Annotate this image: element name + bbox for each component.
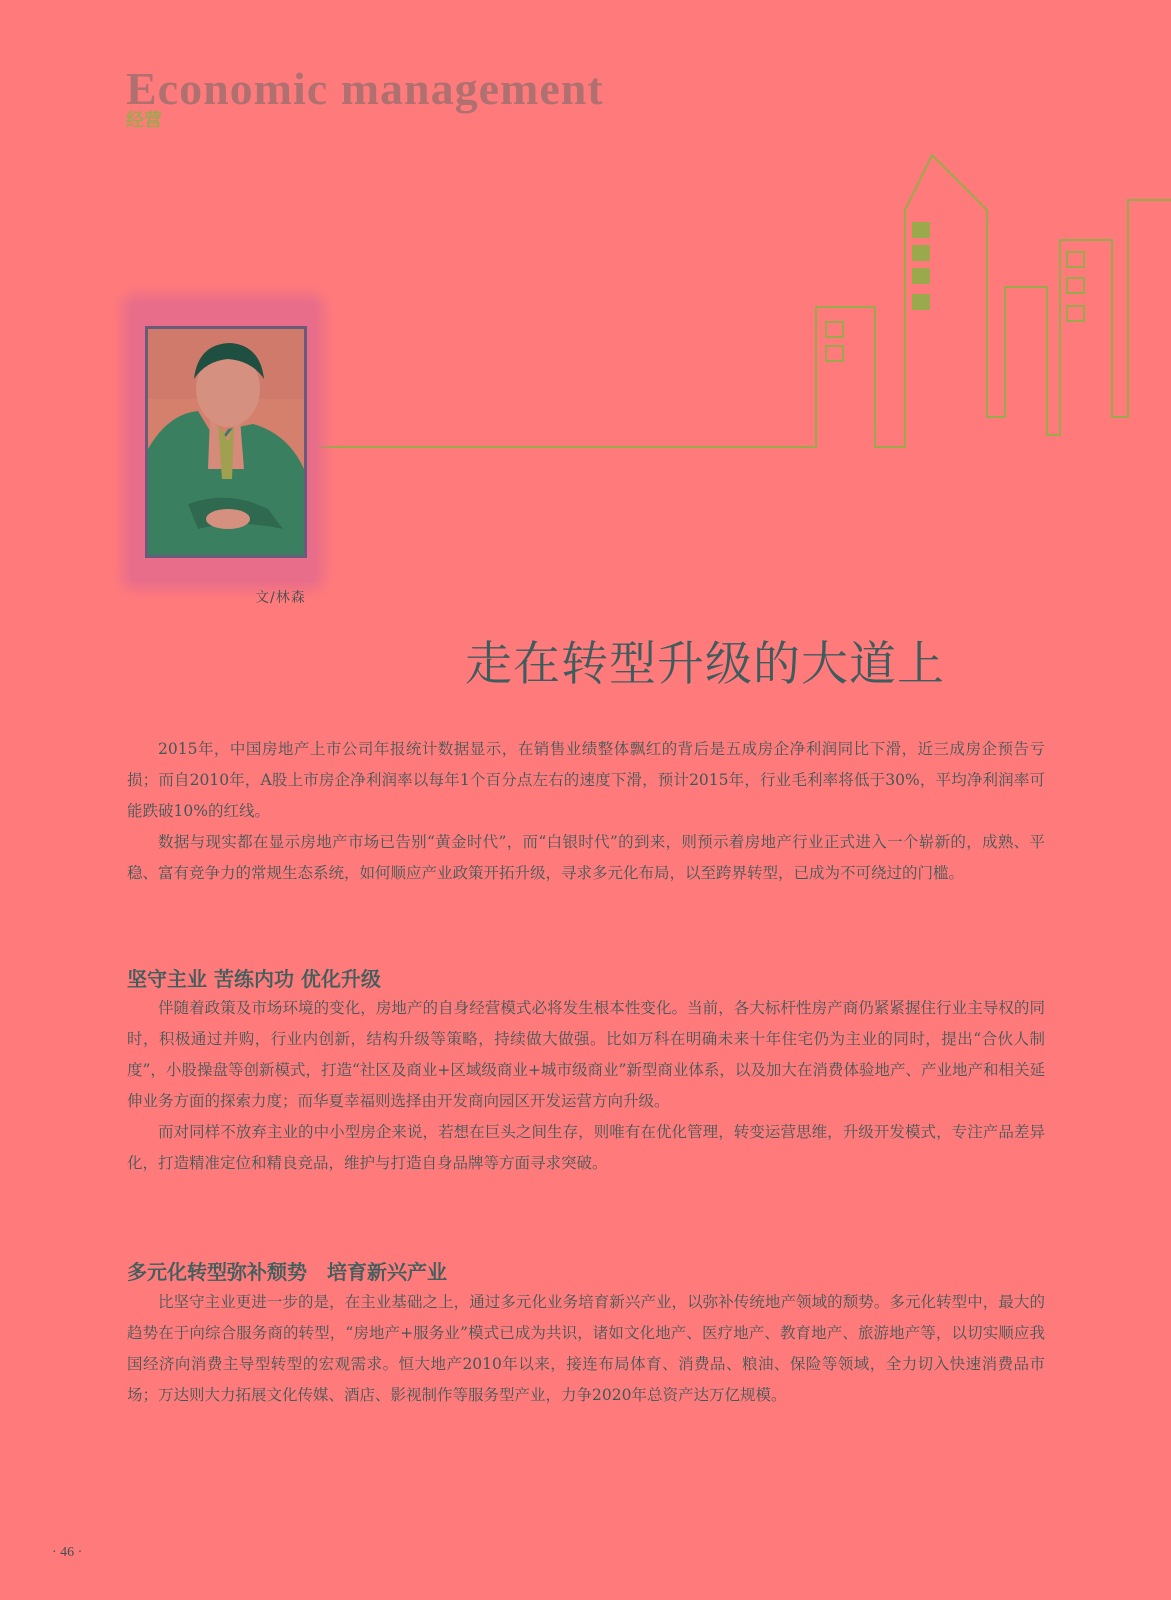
section-heading: 坚守主业 苦练内功 优化升级 xyxy=(127,967,381,991)
section-title-english: Economic management xyxy=(126,63,604,114)
paragraph: 比坚守主业更进一步的是，在主业基础之上，通过多元化业务培育新兴产业，以弥补传统地产领域的颓势。多元化转型中，最大的趋势在于向综合服务商的转型，“房地产+服务业”模式已成为共识，诸如文化地产、医疗地产、教育地产、旅游地产等，以切实顺应我国经济向消费主导型转型的宏观需求。恒大地产2010年以来，接连布局体育、消费品、粮油、保险等领域，全力切入快速消费品市场；万达则大力拓展文化传媒、酒店、影视制作等服务型产业，力争2020年总资产达万亿规模。 xyxy=(127,1293,1045,1404)
author-byline: 文/林森 xyxy=(255,590,306,606)
author-photo xyxy=(145,326,307,558)
paragraph: 数据与现实都在显示房地产市场已告别“黄金时代”，而“白银时代”的到来，则预示着房地产行业正式进入一个崭新的，成熟、平稳、富有竞争力的常规生态系统，如何顺应产业政策开拓升级，寻求多元化布局，以至跨界转型，已成为不可绕过的门槛。 xyxy=(127,833,1045,882)
section-heading: 多元化转型弥补颓势 培育新兴产业 xyxy=(127,1260,447,1284)
intro-text xyxy=(127,734,1045,889)
paragraph: 2015年，中国房地产上市公司年报统计数据显示，在销售业绩整体飘红的背后是五成房企净利润同比下滑，近三成房企预告亏损；而自2010年，A股上市房企净利润率以每年1个百分点左右的速度下滑，预计2015年，行业毛利率将低于30%，平均净利润率可能跌破10%的红线。 xyxy=(127,740,1045,820)
author-portrait-illustration xyxy=(148,329,304,555)
section-2-text xyxy=(127,1287,1045,1411)
paragraph: 伴随着政策及市场环境的变化，房地产的自身经营模式必将发生根本性变化。当前，各大标杆性房产商仍紧紧握住行业主导权的同时，积极通过并购，行业内创新，结构升级等策略，持续做大做强。比如万科在明确未来十年住宅仍为主业的同时，提出“合伙人制度”，小股操盘等创新模式，打造“社区及商业+区域级商业+城市级商业”新型商业体系，以及加大在消费体验地产、产业地产和相关延伸业务方面的探索力度；而华夏幸福则选择由开发商向园区开发运营方向升级。 xyxy=(127,999,1045,1110)
section-1-text xyxy=(127,993,1045,1179)
paragraph: 而对同样不放弃主业的中小型房企来说，若想在巨头之间生存，则唯有在优化管理，转变运营思维，升级开发模式，专注产品差异化，打造精准定位和精良竞品，维护与打造自身品牌等方面寻求突破。 xyxy=(127,1123,1045,1172)
page-number: · 46 · xyxy=(52,1545,83,1560)
section-title-chinese: 经营 xyxy=(126,110,162,131)
article-title: 走在转型升级的大道上 xyxy=(465,637,945,692)
